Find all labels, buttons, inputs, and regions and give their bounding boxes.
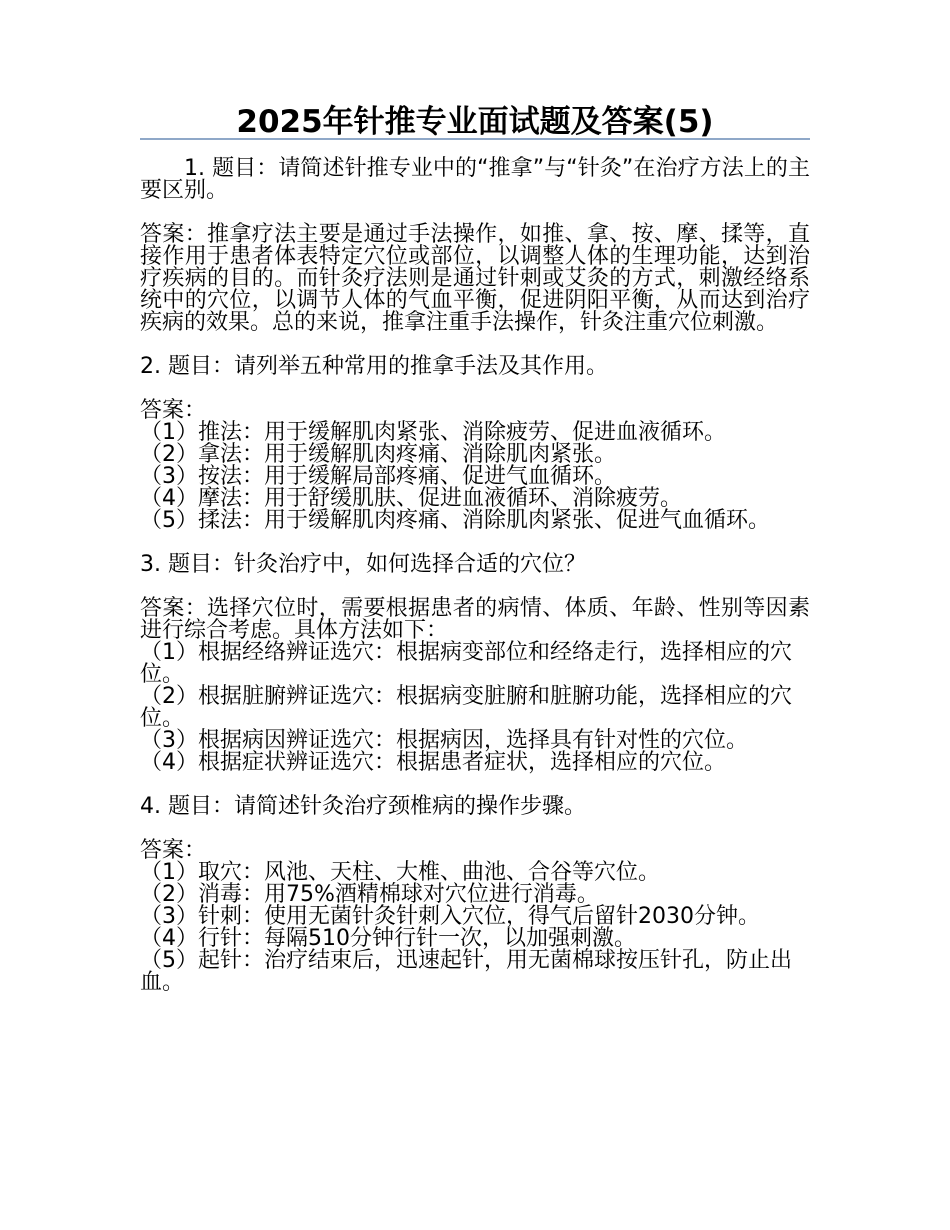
answer-2-item-2: （2）拿法：用于缓解肌肉疼痛、消除肌肉紧张。 bbox=[140, 442, 616, 467]
answer-1: 答案：推拿疗法主要是通过手法操作，如推、拿、按、摩、揉等，直接作用于患者体表特定穴位或部位，以调整人体的生理功能，达到治疗疾病的目的。而针灸疗法则是通过针刺或艾灸的方式，刺激经络系统中的穴位，以调节人体的气血平衡，促进阴阳平衡，从而达到治疗疾病的效果。总的来说，推拿注重手法操作，针灸注重穴位刺激。 bbox=[140, 222, 810, 335]
answer-3-item-3: （3）根据病因辨证选穴：根据病因，选择具有针对性的穴位。 bbox=[140, 728, 748, 753]
answer-2-item-3: （3）按法：用于缓解局部疼痛、促进气血循环。 bbox=[140, 464, 616, 489]
answer-4-item-1: （1）取穴：风池、天柱、大椎、曲池、合谷等穴位。 bbox=[140, 860, 660, 885]
answer-4-item-4: （4）行针：每隔510分钟行针一次，以加强刺激。 bbox=[140, 926, 636, 951]
answer-2-intro: 答案： bbox=[140, 398, 207, 423]
answer-3-item-2: （2）根据脏腑辨证选穴：根据病变脏腑和脏腑功能，选择相应的穴位。 bbox=[140, 684, 792, 731]
answer-3-item-4: （4）根据症状辨证选穴：根据患者症状，选择相应的穴位。 bbox=[140, 750, 726, 775]
answer-2-item-5: （5）揉法：用于缓解肌肉疼痛、消除肌肉紧张、促进气血循环。 bbox=[140, 508, 770, 533]
answer-2-item-4: （4）摩法：用于舒缓肌肤、促进血液循环、消除疲劳。 bbox=[140, 486, 682, 511]
answer-4-intro: 答案： bbox=[140, 838, 207, 863]
document-body bbox=[140, 158, 810, 994]
answer-2-item-1: （1）推法：用于缓解肌肉紧张、消除疲劳、促进血液循环。 bbox=[140, 420, 726, 445]
answer-3-item-1: （1）根据经络辨证选穴：根据病变部位和经络走行，选择相应的穴位。 bbox=[140, 640, 792, 687]
document-title: 2025年针推专业面试题及答案(5) bbox=[236, 104, 714, 140]
answer-4-item-2: （2）消毒：用75%酒精棉球对穴位进行消毒。 bbox=[140, 882, 599, 907]
question-4: 4. 题目：请简述针灸治疗颈椎病的操作步骤。 bbox=[140, 794, 586, 819]
answer-4-item-5: （5）起针：治疗结束后，迅速起针，用无菌棉球按压针孔，防止出血。 bbox=[140, 948, 792, 995]
question-3: 3. 题目：针灸治疗中，如何选择合适的穴位？ bbox=[140, 552, 586, 577]
question-1: 1. 题目：请简述针推专业中的“推拿”与“针灸”在治疗方法上的主要区别。 bbox=[140, 156, 810, 203]
question-2: 2. 题目：请列举五种常用的推拿手法及其作用。 bbox=[140, 354, 608, 379]
answer-3-intro: 答案：选择穴位时，需要根据患者的病情、体质、年龄、性别等因素进行综合考虑。具体方法如下： bbox=[140, 596, 810, 643]
answer-4-item-3: （3）针刺：使用无菌针灸针刺入穴位，得气后留针2030分钟。 bbox=[140, 904, 760, 929]
title-underline bbox=[140, 138, 810, 140]
